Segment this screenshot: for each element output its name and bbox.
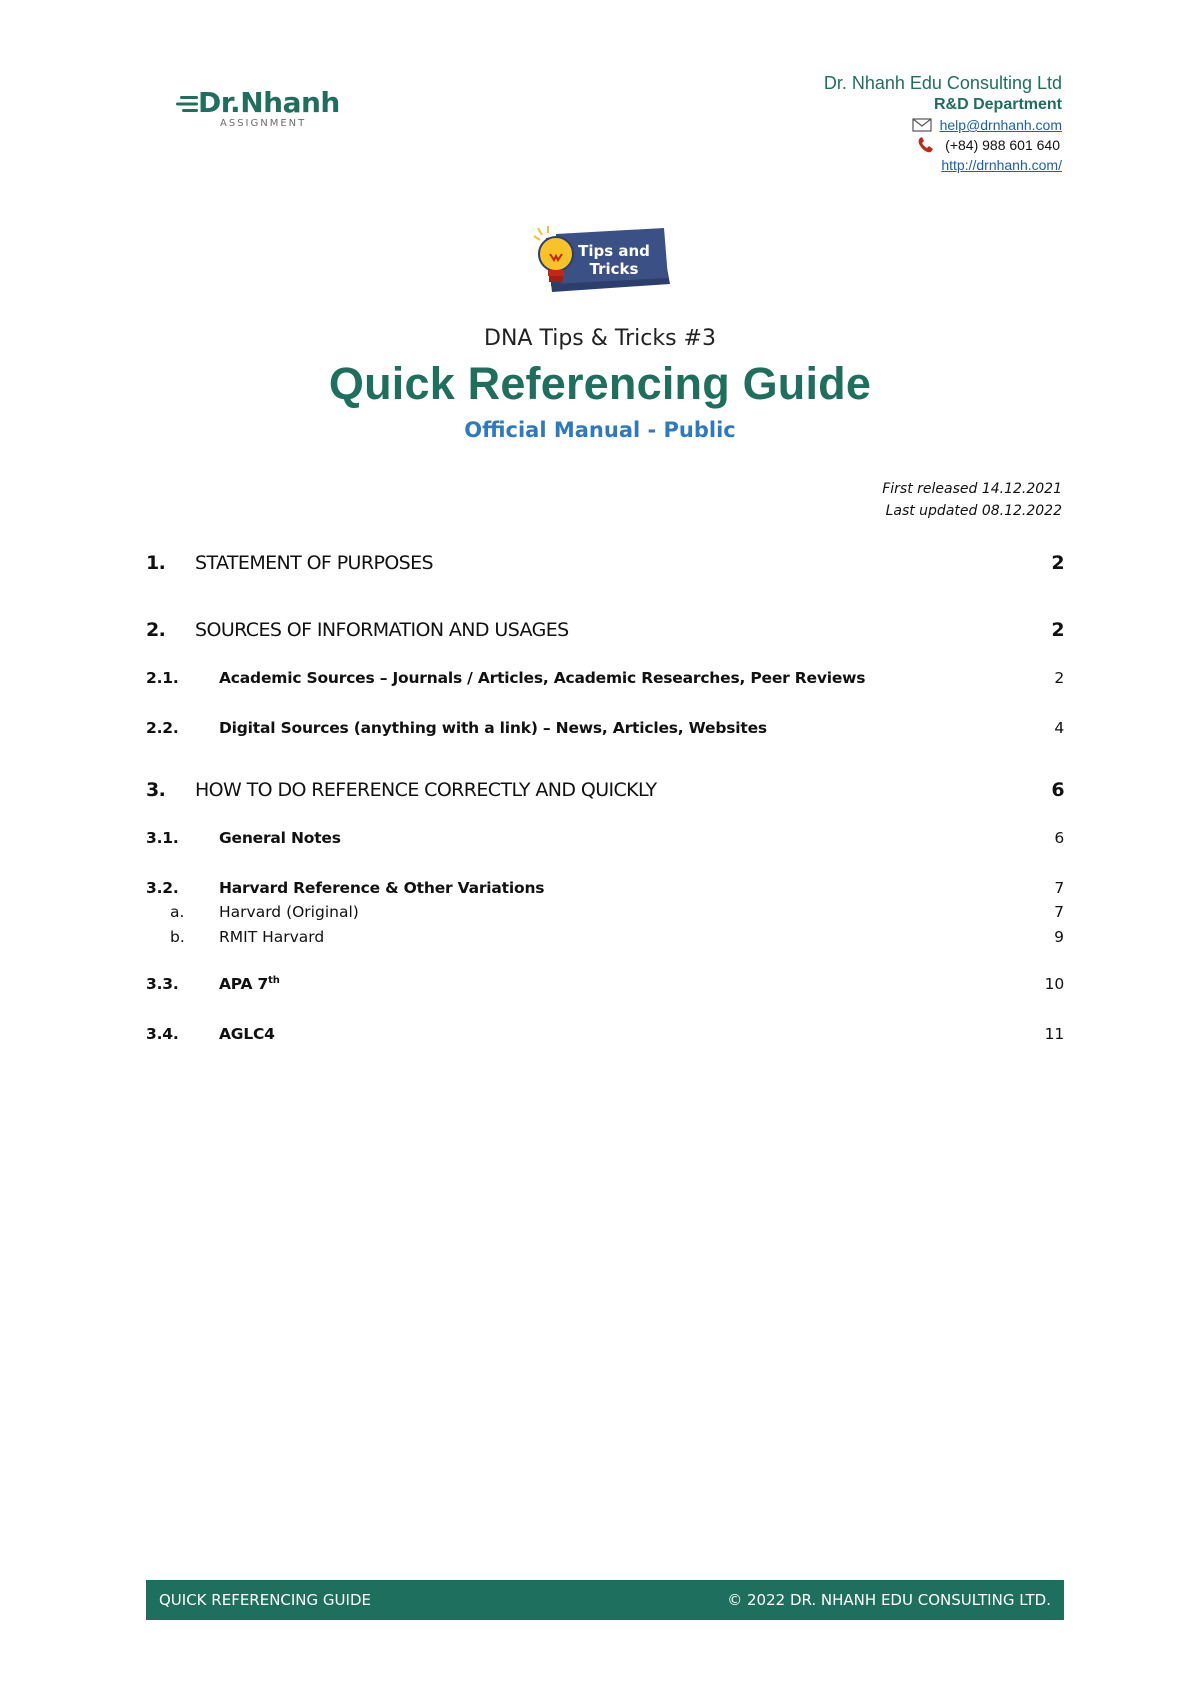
- footer-document-title: QUICK REFERENCING GUIDE: [159, 1591, 371, 1609]
- company-logo: [176, 86, 366, 132]
- badge-line1: Tips and: [578, 242, 650, 260]
- toc-number: b.: [170, 928, 185, 946]
- toc-page: 6: [1051, 779, 1064, 801]
- toc-label: SOURCES OF INFORMATION AND USAGES: [195, 619, 569, 641]
- phone-icon: [917, 137, 937, 153]
- toc-label: RMIT Harvard: [219, 928, 325, 946]
- toc-number: 3.3.: [146, 975, 179, 993]
- toc-number: 2.2.: [146, 719, 179, 737]
- phone-number: (+84) 988 601 640: [945, 137, 1060, 153]
- tips-tricks-badge: [532, 226, 674, 298]
- toc-entry-3-3[interactable]: [146, 975, 1064, 999]
- toc-entry-3-2-a[interactable]: [146, 903, 1064, 928]
- envelope-icon: [912, 117, 932, 133]
- toc-label: HOW TO DO REFERENCE CORRECTLY AND QUICKLY: [195, 779, 657, 801]
- toc-page: 4: [1054, 719, 1064, 737]
- toc-label: Academic Sources – Journals / Articles, Academic Researches, Peer Reviews: [219, 669, 866, 687]
- website-link[interactable]: http://drnhanh.com/: [941, 157, 1062, 173]
- toc-number: 3.4.: [146, 1025, 179, 1043]
- page-subtitle: Official Manual - Public: [464, 418, 736, 442]
- toc-label: Harvard (Original): [219, 903, 359, 921]
- tips-tricks-banner: [532, 226, 674, 298]
- toc-number: a.: [170, 903, 185, 921]
- toc-label-text: APA 7: [219, 975, 269, 993]
- toc-label: AGLC4: [219, 1025, 275, 1043]
- toc-page: 10: [1044, 975, 1064, 993]
- toc-entry-1[interactable]: [146, 552, 1064, 582]
- toc-label: Harvard Reference & Other Variations: [219, 879, 545, 897]
- table-of-contents: [146, 552, 1064, 1049]
- toc-entry-2[interactable]: [146, 619, 1064, 649]
- logo-wordmark: Dr.Nhanh: [198, 86, 340, 119]
- toc-number: 3.2.: [146, 879, 179, 897]
- website-row: [824, 155, 1062, 175]
- toc-page: 2: [1051, 552, 1064, 574]
- toc-entry-3-2-b[interactable]: [146, 928, 1064, 953]
- series-label: DNA Tips & Tricks #3: [484, 326, 716, 351]
- toc-entry-2-2[interactable]: [146, 719, 1064, 743]
- page-title: Quick Referencing Guide: [328, 358, 872, 409]
- toc-entry-3[interactable]: [146, 779, 1064, 809]
- toc-page: 9: [1054, 928, 1064, 946]
- footer-copyright: © 2022 DR. NHANH EDU CONSULTING LTD.: [727, 1591, 1051, 1609]
- toc-label: General Notes: [219, 829, 341, 847]
- toc-number: 3.: [146, 779, 166, 801]
- toc-entry-3-2[interactable]: [146, 879, 1064, 903]
- toc-page: 6: [1054, 829, 1064, 847]
- toc-page: 2: [1054, 669, 1064, 687]
- release-dates: [882, 478, 1062, 522]
- toc-page: 7: [1054, 879, 1064, 897]
- toc-label: STATEMENT OF PURPOSES: [195, 552, 434, 574]
- toc-number: 2.1.: [146, 669, 179, 687]
- toc-number: 2.: [146, 619, 166, 641]
- toc-number: 3.1.: [146, 829, 179, 847]
- toc-page: 2: [1051, 619, 1064, 641]
- company-department: R&D Department: [933, 96, 1062, 113]
- email-row: [824, 115, 1062, 135]
- email-link[interactable]: help@drnhanh.com: [939, 117, 1062, 133]
- toc-page: 7: [1054, 903, 1064, 921]
- last-updated: Last updated 08.12.2022: [885, 503, 1062, 519]
- phone-row: [824, 135, 1062, 155]
- toc-entry-2-1[interactable]: [146, 669, 1064, 693]
- logo-subtext: ASSIGNMENT: [220, 118, 307, 129]
- toc-entry-3-4[interactable]: [146, 1025, 1064, 1049]
- toc-label-superscript: th: [268, 974, 280, 986]
- toc-label: [219, 975, 280, 993]
- company-contact-block: [824, 72, 1062, 175]
- toc-number: 1.: [146, 552, 166, 574]
- page-footer: [146, 1580, 1064, 1620]
- badge-line2: Tricks: [589, 260, 639, 278]
- toc-entry-3-1[interactable]: [146, 829, 1064, 853]
- toc-page: 11: [1044, 1025, 1064, 1043]
- first-released: First released 14.12.2021: [882, 481, 1062, 497]
- company-name: Dr. Nhanh Edu Consulting Ltd: [823, 73, 1062, 93]
- toc-label: Digital Sources (anything with a link) – News, Articles, Websites: [219, 719, 767, 737]
